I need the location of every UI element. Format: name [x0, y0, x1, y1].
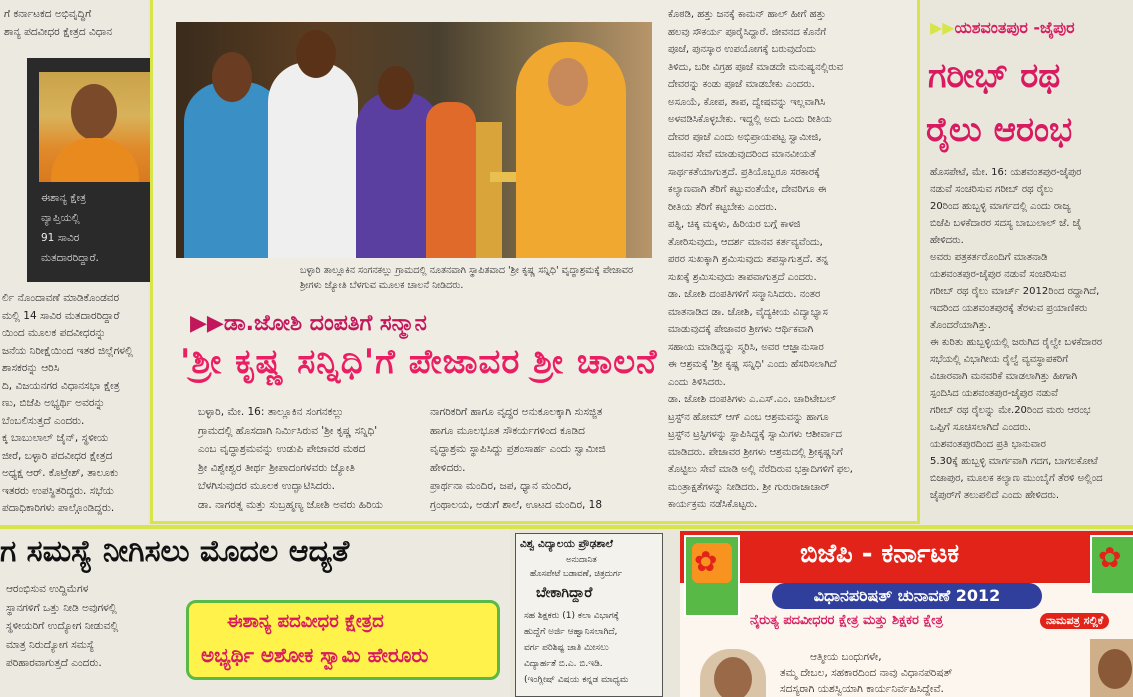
caption-line-4: ಮತದಾರರಿದ್ದಾರೆ. — [41, 252, 99, 264]
candidate-portrait — [39, 72, 151, 182]
left-line: ಜೀರೆ, ಬಳ್ಳಾರಿ ಪದವೀಧರ ಕ್ಷೇತ್ರದ — [2, 449, 113, 462]
body-line: ಪರಿಹಾರವಾಗುತ್ತದೆ ಎಂದರು. — [6, 657, 102, 669]
job-ad-heading: ಬೇಕಾಗಿದ್ದಾರೆ — [536, 585, 593, 601]
bottom-left-body — [6, 580, 176, 697]
body-line: ಡಾ. ನಾಗರತ್ನ ಮತ್ತು ಸುಬ್ರಹ್ಮಣ್ಯ ಜೋಶಿ ಅವರು ಹಿರಿಯ — [198, 498, 383, 511]
body-line: (ಇಂಗ್ಲೀಷ್ ವಿಷಯ ಕನ್ನಡ ಮಾಧ್ಯಮ — [524, 675, 629, 685]
kicker-arrow-icon: ▶▶ — [190, 311, 224, 336]
body-line: ಬಳ್ಳಾರಿ, ಮೇ. 16: ತಾಲ್ಲೂಕಿನ ಸಂಗನಕಲ್ಲು — [198, 406, 344, 418]
body-line: ಯಶವಂತಪುರ-ಜೈಪುರ ನಡುವೆ ಸಂಚರಿಸುವ — [930, 269, 1067, 280]
body-line: ಪರರ ಸುಖಕ್ಕಾಗಿ ಶ್ರಮಿಸುವುದು ತಪಸ್ಸಾಗುತ್ತದೆ. ತನ್ನ — [668, 254, 829, 265]
main-right-column — [668, 6, 912, 518]
body-line: ಹುದ್ದೆಗೆ ಅರ್ಜಿ ಆಹ್ವಾನಿಸಲಾಗಿದೆ, — [524, 627, 618, 637]
job-ad-sub1: ಅನುದಾನಿತ — [566, 555, 597, 565]
main-headline: 'ಶ್ರೀ ಕೃಷ್ಣ ಸನ್ನಿಧಿ'ಗೆ ಪೇಜಾವರ ಶ್ರೀ ಚಾಲನೆ — [180, 342, 658, 382]
body-line: ಆರಂಭಿಸುವ ಉದ್ದಿಮೆಗಳ — [6, 583, 89, 595]
body-line: ಜೈಪುರ್‌ಗೆ ತಲುಪಲಿದೆ ಎಂದು ಹೇಳಿದರು. — [930, 490, 1060, 501]
body-line: ನಾಗರಿಕರಿಗೆ ಹಾಗೂ ವೃದ್ಧರ ಅನುಕೂಲಕ್ಕಾಗಿ ಸುಸಜ್ಜಿತ — [430, 406, 603, 418]
lotus-logo-left — [684, 535, 740, 617]
body-line: ಮಾಡುವುದಕ್ಕೆ ಪೇಜಾವರ ಶ್ರೀಗಳು ಆರ್ಥಿಕವಾಗಿ — [668, 324, 814, 335]
body-line: ಕಾರ್ಯಕ್ರಮ ನಡೆಸಿಕೊಟ್ಟರು. — [668, 499, 758, 510]
lotus-logo-right — [1090, 535, 1133, 595]
left-line: ಇತರರು ಉಪಸ್ಥಿತರಿದ್ದರು. ಸಭೆಯ — [2, 484, 114, 497]
body-line: ಇದರಿಂದ ಯಶವಂತಪುರಕ್ಕೆ ತೆರಳುವ ಪ್ರಯಾಣಿಕರು — [930, 303, 1088, 314]
body-line: ಪತ್ನಿ, ಚಿಕ್ಕ ಮಕ್ಕಳು, ಹಿರಿಯರ ಬಗ್ಗೆ ಕಾಳಜಿ — [668, 219, 801, 230]
body-line: ತೋರಿಸುವುದು, ಆದರ್ಶ ಮಾನವ ಕರ್ತವ್ಯವೆಂದು, — [668, 236, 823, 248]
body-line: ಮಾತ್ರ ನಿರುದ್ಯೋಗ ಸಮಸ್ಯೆ — [6, 638, 95, 651]
body-line: ಹಾಗೂ ಮೂಲಭೂತ ಸೌಕರ್ಯಗಳಿಂದ ಕೂಡಿದ — [430, 424, 585, 437]
bjp-title: ಬಿಜೆಪಿ - ಕರ್ನಾಟಕ — [800, 539, 960, 569]
candidate-photo-1 — [700, 649, 766, 697]
body-line: ಹೇಳಿದರು. — [930, 235, 964, 246]
left-line: ಶಾಸಕರನ್ನು ಆರಿಸಿ — [2, 362, 60, 374]
left-line: ಣು, ಬಿಜೆಪಿ ಅಭ್ಯರ್ಥಿ ಅವರನ್ನು — [2, 397, 105, 409]
body-line: ಸಹ ಶಿಕ್ಷಕರು (1) ಕಲಾ ವಿಭಾಗಕ್ಕೆ — [524, 611, 620, 621]
body-line: ಆತ್ಮೀಯ ಬಂಧುಗಳೇ, — [810, 651, 882, 663]
body-line: ಯಶವಂತಪುರದಿಂದ ಪ್ರತಿ ಭಾನುವಾರ — [930, 439, 1046, 450]
left-line: ಅಧ್ಯಕ್ಷ ಆರ್. ಕೊಟ್ರೇಶ್, ತಾಲೂಕು — [2, 467, 119, 479]
body-line: ಅಳವಡಿಸಿಕೊಳ್ಳಬೇಕು. ಇದ್ದಲ್ಲಿ ಅದು ಒಂದು ರೀತಿಯ — [668, 114, 832, 125]
job-ad-sub2: ಹೊಸಪೇಟೆ ಬಡಾವಣೆ, ಚಿತ್ರದುರ್ಗ — [530, 569, 623, 579]
left-line: ಜನೆಯ ನಿರೀಕ್ಷೆಯಿಂದ ಇತರ ಜಿಲ್ಲೆಗಳಲ್ಲಿ — [2, 344, 133, 357]
body-line: ಗ್ರಂಥಾಲಯ, ಅಡುಗೆ ಶಾಲೆ, ಊಟದ ಮಂದಿರ, 18 — [430, 498, 603, 511]
candidate-box-line-1: ಈಶಾನ್ಯ ಪದವೀಧರ ಕ್ಷೇತ್ರದ — [227, 611, 384, 632]
body-line: ಟ್ರಸ್ಟ್‌ನ ಹೋಮ್ ಆಗ್ ಎಂಬ ಆಶ್ರಮವನ್ನು ಹಾಗೂ — [668, 411, 829, 423]
body-line: ದೇವರನ್ನು ಕಂಡು ಪೂಜೆ ಮಾಡಬೇಕು ಎಂದರು. — [668, 79, 815, 90]
body-line: ಅಸೂಯೆ, ಕೋಪ, ತಾಪ, ದ್ವೇಷವನ್ನು ಇಲ್ಲವಾಗಿಸಿ — [668, 96, 826, 108]
left-line: ಬೆಂಬಲಿಸುತ್ತದೆ ಎಂದರು. — [2, 414, 85, 427]
caption-line-2: ವ್ಯಾಪ್ತಿಯಲ್ಲಿ — [41, 212, 80, 224]
bottom-left-headline: ಗ ಸಮಸ್ಯೆ ನೀಗಿಸಲು ಮೊದಲ ಆದ್ಯತೆ — [0, 534, 350, 569]
body-line: ಎಂದು ತಿಳಿಸಿದರು. — [668, 376, 726, 388]
candidate-box — [186, 600, 500, 680]
body-line: ಸ್ಥಾನಗಳಿಗೆ ಒತ್ತು ನೀಡಿ ಅವುಗಳಲ್ಲಿ — [6, 601, 117, 614]
body-line: ಹಲವು ಸೌಕರ್ಯ ಪೂರೈಸಿದ್ದಾರೆ. ಜೀವನದ ಕೊನೆಗೆ — [668, 26, 827, 38]
left-line: ಮಲ್ಲಿ 14 ಸಾವಿರ ಮತದಾರರಿದ್ದಾರೆ — [2, 309, 120, 322]
left-top-line-1: ಗೆ ಕರ್ನಾಟಕದ ಅಭಿವೃದ್ಧಿಗೆ — [4, 8, 92, 20]
body-line: ದೇವರ ಪೂಜೆ ಎಂದು ಅಭಿಪ್ರಾಯಪಟ್ಟ ಸ್ವಾಮೀಜಿ, — [668, 131, 822, 143]
body-line: ಕೊಠಡಿ, ಹತ್ತು ಜನಕ್ಕೆ ಕಾಮನ್ ಹಾಲ್ ಹೀಗೆ ಹತ್ತು — [668, 9, 826, 20]
left-line: ದಿ, ವಿಜಯನಗರ ವಿಧಾನಸಭಾ ಕ್ಷೇತ್ರ — [2, 379, 120, 392]
body-line: ಗರೀಬ್ ರಥ ರೈಲನ್ನು ಮೇ.20ರಿಂದ ಮರು ಆರಂಭ — [930, 405, 1091, 416]
left-line: ಯಿಂದ ಮೂಲಕ ಪದವೀಧರನ್ನು — [2, 327, 106, 339]
body-line: ತೊಂದರೆಯಾಗಿತ್ತು. — [930, 320, 991, 331]
body-line: ಸುಖಕ್ಕೆ ಶ್ರಮಿಸುವುದು ತಾಪವಾಗುತ್ತದೆ ಎಂದರು. — [668, 271, 817, 283]
right-headline-1: ಗರೀಭ್ ರಥ — [928, 56, 1061, 96]
kicker-arrow-icon: ▶▶ — [930, 18, 955, 37]
right-body — [930, 164, 1133, 504]
body-line: ಬೆಳಗಿಸುವುದರ ಮೂಲಕ ಉದ್ಘಾಟಿಸಿದರು. — [198, 480, 335, 492]
body-line: ಮಾತನಾಡಿದ ಡಾ. ಜೋಶಿ, ವೈದ್ಯಕೀಯ ವಿದ್ಯಾಭ್ಯಾಸ — [668, 306, 828, 318]
body-line: ವರ್ಗ ಪರಿಶಿಷ್ಟ ಜಾತಿ ಮೀಸಲು — [524, 643, 609, 653]
body-line: ಎಂಬ ವೃದ್ಧಾಶ್ರಮವನ್ನು ಉಡುಪಿ ಪೇಜಾವರ ಮಠದ — [198, 443, 366, 455]
body-line: ಹೊಸಪೇಟೆ, ಮೇ. 16: ಯಶವಂತಪುರ-ಜೈಪುರ — [930, 167, 1082, 178]
body-line: ಸದಸ್ಯರಾಗಿ ಯಶಸ್ವಿಯಾಗಿ ಕಾರ್ಯನಿರ್ವಹಿಸಿದ್ದೇವೆ. — [780, 683, 944, 695]
body-line: ಡಾ. ಜೋಶಿ ದಂಪತಿಗಳಿಗೆ ಸನ್ಮಾನಿಸಿದರು. ನಂತರ — [668, 289, 821, 300]
body-line: ಕಲ್ಯಾಣವಾಗಿ ತೆರಿಗೆ ಕಟ್ಟುವಂತೆಯೇ, ದೇವರಿಗೂ ಈ — [668, 184, 827, 195]
job-ad-title: ವಿಶ್ವ ವಿದ್ಯಾಲಯ ಪ್ರೌಢಶಾಲೆ — [520, 538, 613, 550]
body-line: ಸಾರ್ಥಕತೆಯಾಗುತ್ತದೆ. ಪ್ರತಿಯೊಬ್ಬರೂ ಸರಕಾರಕ್ಕೆ — [668, 166, 820, 178]
caption-line-1: ಈಶಾನ್ಯ ಕ್ಷೇತ್ರ — [41, 192, 87, 204]
body-line: ಸಹಾಯ ಮಾಡಿದ್ದನ್ನು ಸ್ಮರಿಸಿ, ಅವರ ಆಜ್ಞಾನುಸಾರ — [668, 341, 824, 353]
body-line: ನಡುವೆ ಸಂಚರಿಸುವ ಗರೀಬ್ ರಥ ರೈಲು — [930, 184, 1054, 195]
body-line: ಗ್ರಾಮದಲ್ಲಿ ಹೊಸದಾಗಿ ನಿರ್ಮಿಸಿರುವ 'ಶ್ರೀ ಕೃಷ್ಣ ಸನ್ನಿಧಿ' — [198, 424, 378, 437]
photo-caption: ಬಳ್ಳಾರಿ ತಾಲ್ಲೂಕಿನ ಸಂಗನಕಲ್ಲು ಗ್ರಾಮದಲ್ಲಿ ನೂತನವಾಗಿ ಸ್ಥಾಪಿತವಾದ 'ಶ್ರೀ ಕೃಷ್ಣ ಸನ್ನಿಧಿ' ವೃದ್ಧಾಶ್ರಮಕ್ಕೆ ಪೇಜಾವರ ಶ್ರೀಗಳು ಜ್ಯೋತಿ ಬೆಳಗುವ ಮೂಲಕ ಚಾಲನೆ ನೀಡಿದರು. — [300, 265, 633, 291]
body-line: ರೀತಿಯ ತೆರಿಗೆ ಕಟ್ಟಬೇಕು ಎಂದರು. — [668, 201, 777, 213]
body-line: ಒಪ್ಪಿಗೆ ಸೂಚಿಸಲಾಗಿದೆ ಎಂದರು. — [930, 422, 1032, 433]
lotus-icon: ✿ — [694, 545, 718, 578]
election-banner: ವಿಧಾನಪರಿಷತ್ ಚುನಾವಣೆ 2012 — [772, 583, 1042, 609]
main-kicker: ▶▶ಡಾ.ಜೋಶಿ ದಂಪತಿಗೆ ಸನ್ಮಾನ — [190, 311, 427, 336]
body-line: ಮಾಡಿದರು. ಪೇಜಾವರ ಶ್ರೀಗಳು ಆಶ್ರಮದಲ್ಲಿ ಶ್ರೀಕೃಷ್ಣನಿಗೆ — [668, 446, 843, 458]
right-headline-2: ರೈಲು ಆರಂಭ — [926, 110, 1073, 150]
body-line: ಗರೀಬ್ ರಥ ರೈಲು ಮಾರ್ಚ್ 2012ರಿಂದ ರದ್ದಾಗಿದೆ, — [930, 286, 1100, 297]
body-line: ಸ್ಪಂದಿಸಿದ ಯಶವಂತಪುರ-ಜೈಪುರ ನಡುವೆ — [930, 388, 1058, 399]
body-line: ಟ್ರಸ್ಟ್‌ನ ಟ್ರಸ್ಟಿಗಳನ್ನು ಸ್ಥಾಪಿಸಿದ್ದಕ್ಕೆ ಸ್ವಾಮಿಗಳು ಆಶೀರ್ವಾದ — [668, 429, 842, 440]
body-line: ಈ ಕುರಿತು ಹುಬ್ಬಳ್ಳಿಯಲ್ಲಿ ಜರುಗಿದ ರೈಲ್ವೇ ಬಳಕೆದಾರರ — [930, 337, 1103, 348]
bjp-ad — [680, 531, 1133, 697]
left-line: ಪದಾಧಿಕಾರಿಗಳು ಪಾಲ್ಗೊಂಡಿದ್ದರು. — [2, 502, 115, 514]
body-line: 5.30ಕ್ಕೆ ಹುಬ್ಬಳ್ಳಿ ಮಾರ್ಗವಾಗಿ ಗದಗ, ಬಾಗಲಕೋಟೆ — [930, 456, 1098, 467]
left-photo-box — [27, 58, 161, 282]
candidate-photo-2 — [1090, 639, 1133, 697]
bjp-body — [780, 649, 1100, 697]
body-line: ತಿಳಿದು, ಬರೀ ವಿಗ್ರಹ ಪೂಜೆ ಮಾಡದೇ ಮನುಷ್ಯನಲ್ಲಿರುವ — [668, 61, 844, 73]
lamp-lighting-photo — [176, 22, 652, 258]
candidate-box-line-2: ಅಭ್ಯರ್ಥಿ ಅಶೋಕ ಸ್ವಾಮಿ ಹೇರೂರು — [201, 643, 429, 667]
body-line: ಸಭೆಯಲ್ಲಿ ವಿಭಾಗೀಯ ರೈಲ್ವೆ ವ್ಯವಸ್ಥಾಪಕರಿಗೆ — [930, 354, 1069, 365]
body-line: ಡಾ. ಜೋಶಿ ದಂಪತಿಗಳು ಎ.ಎಸ್.ಎಂ. ಚಾರಿಟೇಬಲ್ — [668, 394, 837, 405]
nomination-tag: ನಾಮಪತ್ರ ಸಲ್ಲಿಕೆ — [1040, 613, 1109, 629]
body-line: ಬಿಜೆಪಿ ಬಳಕೆದಾರರ ಸದಸ್ಯ ಬಾಬುಲಾಲ್ ಜೆ. ಜೈ — [930, 218, 1082, 229]
job-ad — [515, 533, 663, 697]
body-line: ಈ ಆಶ್ರಮಕ್ಕೆ 'ಶ್ರೀ ಕೃಷ್ಣ ಸನ್ನಿಧಿ' ಎಂದು ಹೆಸರಿಸಲಾಗಿದೆ — [668, 359, 837, 370]
body-line: ವಿಚಾರವಾಗಿ ಮನವರಿಕೆ ಮಾಡಲಾಗಿತ್ತು ಹೀಗಾಗಿ — [930, 371, 1078, 382]
body-line: ಹೇಳಿದರು. — [430, 461, 466, 474]
lotus-icon: ✿ — [1098, 541, 1122, 574]
body-line: ಅವರು ಪತ್ರಕರ್ತರೊಂದಿಗೆ ಮಾತನಾಡಿ — [930, 252, 1048, 263]
left-top-line-2: ಶಾನ್ಯ ಪದವೀಧರ ಕ್ಷೇತ್ರದ ವಿಧಾನ — [4, 26, 113, 38]
main-body-col2 — [430, 403, 655, 523]
caption-line-3: 91 ಸಾವಿರ — [41, 232, 80, 244]
left-line: ರ್ಲಿ ನೊಂದಾವಣೆ ಮಾಡಿಕೊಂಡವರ — [2, 292, 120, 304]
body-line: ಮಂತ್ರಾಕ್ಷತೆಗಳನ್ನು ನೀಡಿದರು. ಶ್ರೀ ಗುರುರಾಜಾಚಾರ್ — [668, 481, 830, 493]
body-line: 20ರಿಂದ ಹುಬ್ಬಳ್ಳಿ ಮಾರ್ಗದಲ್ಲಿ ಎಂದು ರಾಜ್ಯ — [930, 201, 1071, 212]
body-line: ಶ್ರೀ ವಿಶ್ವೇಶ್ವರ ತೀರ್ಥ ಶ್ರೀಪಾದಂಗಳವರು ಜ್ಯೋತಿ — [198, 461, 355, 474]
left-body-text — [2, 290, 148, 525]
body-line: ವೃದ್ಧಾಶ್ರಮ ಸ್ಥಾಪಿಸಿದ್ದು ಪ್ರಶಂಸಾರ್ಹ ಎಂದು ಸ್ವಾಮೀಜಿ — [430, 443, 606, 455]
body-line: ಪೂಜೆ, ಪುನಸ್ಕಾರ ಉಪಯೋಗಕ್ಕೆ ಬರುವುದೆಂದು — [668, 44, 816, 55]
body-line: ಪ್ರಾರ್ಥನಾ ಮಂದಿರ, ಜಪ, ಧ್ಯಾನ ಮಂದಿರ, — [430, 480, 572, 492]
body-line: ಮಾನವ ಸೇವೆ ಮಾಡುವುದರಿಂದ ಮಾನವೀಯತೆ — [668, 149, 816, 160]
body-line: ತೊಟ್ಟಿಲು ಸೇವೆ ಮಾಡಿ ಅಲ್ಲಿ ನೆರೆದಿರುವ ಭಕ್ತಾದಿಗಳಿಗೆ ಫಲ, — [668, 464, 853, 475]
body-line: ಬಿಜಾಪುರ, ಮೂಲಕ ಕಲ್ಯಾಣ ಮುಂಬೈಗೆ ತೆರಳಿ ಅಲ್ಲಿಂದ — [930, 473, 1103, 484]
election-subtitle: ನೈರುತ್ಯ ಪದವೀಧರರ ಕ್ಷೇತ್ರ ಮತ್ತು ಶಿಕ್ಷಕರ ಕ್ಷೇತ್ರ — [750, 613, 943, 628]
body-line: ಸ್ಥಳೀಯರಿಗೆ ಉದ್ಯೋಗ ನೀಡುವಲ್ಲಿ — [6, 620, 119, 632]
right-kicker: ▶▶ಯಶವಂತಪುರ -ಜೈಪುರ — [930, 18, 1075, 37]
main-body-col1 — [198, 403, 418, 523]
body-line: ತಮ್ಮ ದೇಬಲ, ಸಹಕಾರದಿಂದ ನಾವು ವಿಧಾನಪರಿಷತ್ — [780, 667, 953, 679]
left-line: ಕ್ಕ ಬಾಬುಲಾಲ್ ಜೈನ್, ಸ್ಥಳೀಯ — [2, 432, 109, 444]
body-line: ವಿದ್ಯಾರ್ಹತೆ ಬಿ.ಎ. ಬಿ.ಇಡಿ. — [524, 659, 603, 669]
